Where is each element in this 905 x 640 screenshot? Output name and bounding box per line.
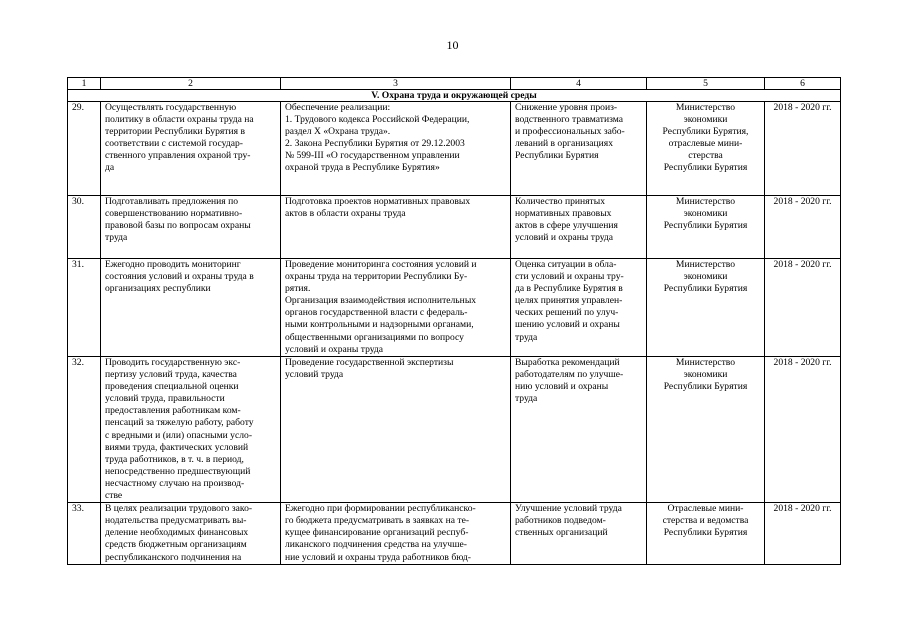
result-cell-line: работников подведом-	[515, 515, 606, 527]
table-row	[68, 503, 841, 564]
result-cell-line: Снижение уровня произ-	[515, 102, 618, 113]
result-cell-line: ственных организаций	[515, 527, 608, 539]
measure-cell-line: условий труда, правильности	[105, 393, 225, 405]
mechanism-cell-line: Организация взаимодействия исполнительных	[285, 295, 477, 307]
result-cell-line: и профессиональных забо-	[515, 126, 625, 138]
row-number: 31.	[68, 259, 101, 357]
mechanism-cell-line: Обеспечение реализации:	[285, 102, 391, 113]
result-cell-line: Количество принятых	[515, 196, 605, 207]
executor-cell-line: Республики Бурятия	[663, 527, 748, 539]
result-cell-line: Республики Бурятия	[515, 150, 599, 162]
measure-cell-line: средств бюджетным организациям	[105, 539, 247, 551]
row-number: 30.	[68, 196, 101, 259]
result-cell	[511, 259, 647, 357]
measure-cell-line: Подготавливать предложения по	[105, 196, 239, 207]
result-cell-line: труда	[515, 393, 538, 405]
result-cell-line: Улучшение условий труда	[515, 503, 622, 515]
measure-cell-line: ственного управления охраной тру-	[105, 150, 251, 162]
measure-cell-line: республиканского подчинения на	[105, 551, 242, 563]
row-number: 29.	[68, 102, 101, 196]
page-number: 10	[446, 38, 459, 52]
measure-cell-line: несчастному случаю на производ-	[105, 477, 245, 489]
mechanism-cell-line: 2. Закона Республики Бурятия от 29.12.2003	[285, 138, 465, 150]
mechanism-cell-line: Проведение мониторинга состояния условий и	[285, 259, 477, 270]
measure-cell-line: стве	[105, 490, 123, 502]
result-cell-line: да в Республике Бурятия в	[515, 283, 623, 295]
mechanism-cell-line: охраны труда на территории Республики Бу-	[285, 271, 468, 283]
table-row	[68, 196, 841, 259]
table-row	[68, 259, 841, 357]
result-cell	[511, 102, 647, 196]
result-cell-line: Оценка ситуации в обла-	[515, 259, 617, 270]
mechanism-cell	[281, 102, 511, 196]
result-cell-line: целях принятия управлен-	[515, 295, 623, 307]
mechanism-cell	[281, 357, 511, 503]
mechanism-cell-line: 1. Трудового кодекса Российской Федерации,	[285, 114, 470, 126]
mechanism-cell-line: органов государственной власти с федераль-	[285, 307, 468, 319]
result-cell-line: нормативных правовых	[515, 208, 612, 220]
measure-cell-line: с вредными и (или) опасными усло-	[105, 429, 253, 441]
table-row	[68, 357, 841, 503]
mechanism-cell-line: ние условий и охраны труда работников бюд-	[285, 551, 471, 563]
column-number: 5	[647, 78, 765, 90]
mechanism-cell	[281, 259, 511, 357]
measure-cell-line: Проводить государственную экс-	[105, 357, 241, 368]
executor-cell	[647, 196, 765, 259]
executor-cell-line: Республики Бурятия	[663, 283, 748, 295]
measure-cell-line: территории Республики Бурятия в	[105, 126, 245, 138]
mechanism-cell-line: актов в области охраны труда	[285, 208, 406, 220]
measure-cell-line: политику в области охраны труда на	[105, 114, 254, 126]
mechanism-cell-line: рятия.	[285, 283, 311, 295]
executor-cell-line: экономики	[683, 369, 728, 381]
measure-cell-line: труда	[105, 232, 128, 244]
measure-cell-line: состояния условий и охраны труда в	[105, 271, 254, 283]
mechanism-cell	[281, 503, 511, 564]
executor-cell-line: Республики Бурятия	[663, 381, 748, 393]
measure-cell-line: организациях республики	[105, 283, 211, 295]
measures-table	[67, 77, 841, 565]
result-cell-line: Выработка рекомендаций	[515, 357, 620, 368]
executor-cell-line: экономики	[683, 114, 728, 126]
executor-cell-line: экономики	[683, 271, 728, 283]
result-cell-line: леваний в организациях	[515, 138, 614, 150]
column-number: 6	[765, 78, 841, 90]
measure-cell	[101, 503, 281, 564]
executor-cell-line: стерства и ведомства	[662, 515, 749, 527]
mechanism-cell-line: Подготовка проектов нормативных правовых	[285, 196, 471, 207]
table-body	[68, 102, 841, 565]
period-cell: 2018 - 2020 гг.	[765, 102, 841, 196]
measure-cell	[101, 196, 281, 259]
mechanism-cell-line: Проведение государственной экспертизы	[285, 357, 454, 368]
measure-cell-line: Осуществлять государственную	[105, 102, 237, 113]
result-cell-line: нию условий и охраны	[515, 381, 609, 393]
measure-cell-line: деление необходимых финансовых	[105, 527, 249, 539]
measure-cell-line: В целях реализации трудового зако-	[105, 503, 253, 515]
row-number: 33.	[68, 503, 101, 564]
period-cell: 2018 - 2020 гг.	[765, 196, 841, 259]
executor-cell-line: Министерство	[675, 102, 736, 113]
executor-cell-line: Республики Бурятия	[663, 162, 748, 174]
measure-cell	[101, 102, 281, 196]
result-cell-line: труда	[515, 331, 538, 343]
section-title: V. Охрана труда и окружающей среды	[68, 90, 841, 102]
executor-cell-line: Республики Бурятия,	[662, 126, 749, 138]
measure-cell-line: пертизу условий труда, качества	[105, 369, 237, 381]
executor-cell	[647, 259, 765, 357]
measure-cell-line: предоставления работникам ком-	[105, 405, 241, 417]
result-cell	[511, 357, 647, 503]
result-cell	[511, 196, 647, 259]
result-cell-line: сти условий и охраны тру-	[515, 271, 624, 283]
mechanism-cell-line: общественными организациями по вопросу	[285, 331, 464, 343]
mechanism-cell-line: раздел X «Охрана труда».	[285, 126, 391, 138]
mechanism-cell	[281, 196, 511, 259]
row-number: 32.	[68, 357, 101, 503]
column-number: 2	[101, 78, 281, 90]
mechanism-cell-line: условий и охраны труда	[285, 343, 384, 355]
executor-cell	[647, 357, 765, 503]
executor-cell-line: Министерство	[675, 196, 736, 207]
section-row	[68, 90, 841, 102]
executor-cell-line: экономики	[683, 208, 728, 220]
measure-cell-line: пенсаций за тяжелую работу, работу	[105, 417, 254, 429]
result-cell-line: водственного травматизма	[515, 114, 623, 126]
period-cell: 2018 - 2020 гг.	[765, 259, 841, 357]
measure-cell-line: непосредственно предшествующий	[105, 465, 251, 477]
mechanism-cell-line: ными контрольными и надзорными органами,	[285, 319, 474, 331]
period-cell: 2018 - 2020 гг.	[765, 357, 841, 503]
result-cell	[511, 503, 647, 564]
measure-cell-line: правовой базы по вопросам охраны	[105, 220, 251, 232]
measure-cell-line: соответствии с системой государ-	[105, 138, 243, 150]
result-cell-line: актов в сфере улучшения	[515, 220, 618, 232]
table-row	[68, 102, 841, 196]
executor-cell-line: Отраслевые мини-	[667, 503, 744, 515]
result-cell-line: условий и охраны труда	[515, 232, 614, 244]
measure-cell	[101, 259, 281, 357]
measure-cell-line: совершенствованию нормативно-	[105, 208, 243, 220]
executor-cell	[647, 102, 765, 196]
executor-cell	[647, 503, 765, 564]
mechanism-cell-line: условий труда	[285, 369, 344, 381]
measure-cell-line: Ежегодно проводить мониторинг	[105, 259, 241, 270]
column-number: 4	[511, 78, 647, 90]
mechanism-cell-line: Ежегодно при формировании республиканско-	[285, 503, 476, 515]
column-number: 1	[68, 78, 101, 90]
executor-cell-line: отраслевые мини-	[668, 138, 743, 150]
measure-cell-line: виями труда, фактических условий	[105, 441, 249, 453]
mechanism-cell-line: го бюджета предусматривать в заявках на те-	[285, 515, 470, 527]
mechanism-cell-line: кущее финансирование организаций респуб-	[285, 527, 469, 539]
executor-cell-line: Республики Бурятия	[663, 220, 748, 232]
executor-cell-line: Министерство	[675, 259, 736, 270]
result-cell-line: ческих решений по улуч-	[515, 307, 619, 319]
result-cell-line: работодателям по улучше-	[515, 369, 624, 381]
measure-cell-line: нодательства предусматривать вы-	[105, 515, 247, 527]
column-numbers-row	[68, 78, 841, 90]
column-number: 3	[281, 78, 511, 90]
measure-cell-line: да	[105, 162, 115, 174]
measure-cell-line: труда работников, в т. ч. в период,	[105, 453, 244, 465]
period-cell: 2018 - 2020 гг.	[765, 503, 841, 564]
mechanism-cell-line: ликанского подчинения средства на улучше-	[285, 539, 467, 551]
measure-cell	[101, 357, 281, 503]
mechanism-cell-line: № 599-III «О государственном управлении	[285, 150, 460, 162]
result-cell-line: шению условий и охраны	[515, 319, 620, 331]
executor-cell-line: Министерство	[675, 357, 736, 368]
measure-cell-line: проведения специальной оценки	[105, 381, 239, 393]
executor-cell-line: стерства	[688, 150, 723, 162]
mechanism-cell-line: охраной труда в Республике Бурятия»	[285, 162, 440, 174]
